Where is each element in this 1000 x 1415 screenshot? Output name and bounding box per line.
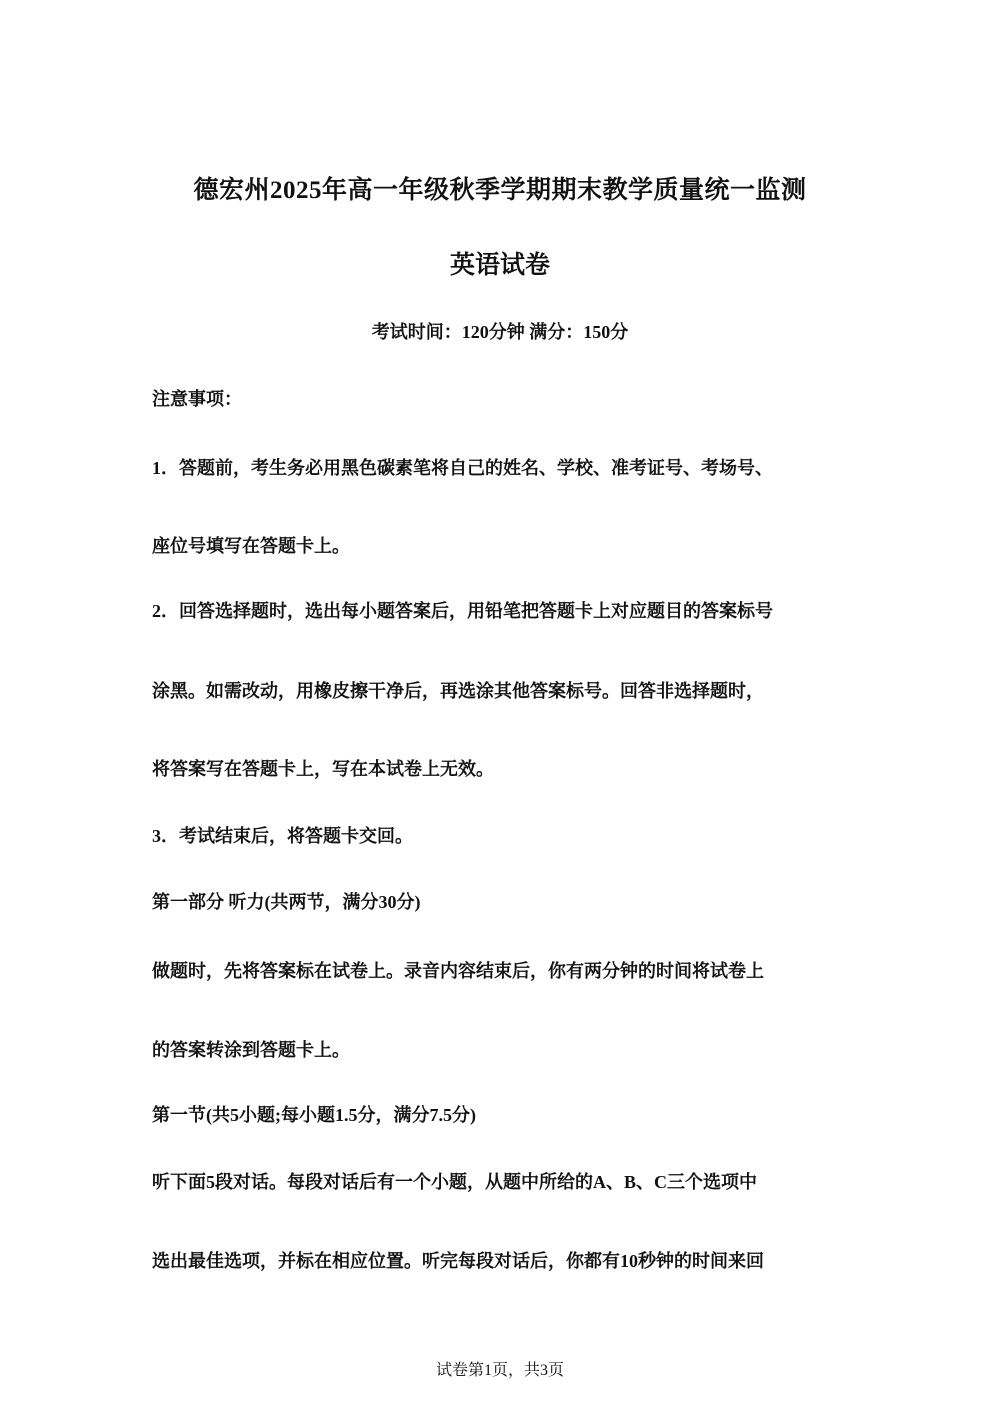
section1-line: 听下面5段对话。每段对话后有一个小题，从题中所给的A、B、C三个选项中 xyxy=(152,1172,758,1192)
subject-title: 英语试卷 xyxy=(449,252,550,279)
notes-line: 座位号填写在答题卡上。 xyxy=(152,536,350,556)
notes-heading: 注意事项： xyxy=(152,389,242,409)
notes-line: 1．答题前，考生务必用黑色碳素笔将自己的姓名、学校、准考证号、考场号、 xyxy=(152,458,773,478)
part1-line: 的答案转涂到答题卡上。 xyxy=(152,1040,350,1060)
section1-line: 选出最佳选项，并标在相应位置。听完每段对话后，你都有10秒钟的时间来回 xyxy=(152,1251,764,1271)
part1-line: 做题时，先将答案标在试卷上。录音内容结束后，你有两分钟的时间将试卷上 xyxy=(152,961,764,981)
page-title: 德宏州2025年高一年级秋季学期期末教学质量统一监测 xyxy=(193,177,807,204)
page-footer: 试卷第1页，共3页 xyxy=(435,1362,564,1379)
exam-info: 考试时间：120分钟 满分：150分 xyxy=(371,322,629,342)
notes-line: 涂黑。如需改动，用橡皮擦干净后，再选涂其他答案标号。回答非选择题时， xyxy=(152,681,764,701)
notes-line: 3．考试结束后，将答题卡交回。 xyxy=(152,826,413,846)
notes-line: 2．回答选择题时，选出每小题答案后，用铅笔把答题卡上对应题目的答案标号 xyxy=(152,601,773,621)
part1-heading: 第一部分 听力(共两节，满分30分) xyxy=(152,892,421,912)
section1-heading: 第一节(共5小题;每小题1.5分，满分7.5分) xyxy=(152,1105,476,1125)
notes-line: 将答案写在答题卡上，写在本试卷上无效。 xyxy=(152,759,494,779)
